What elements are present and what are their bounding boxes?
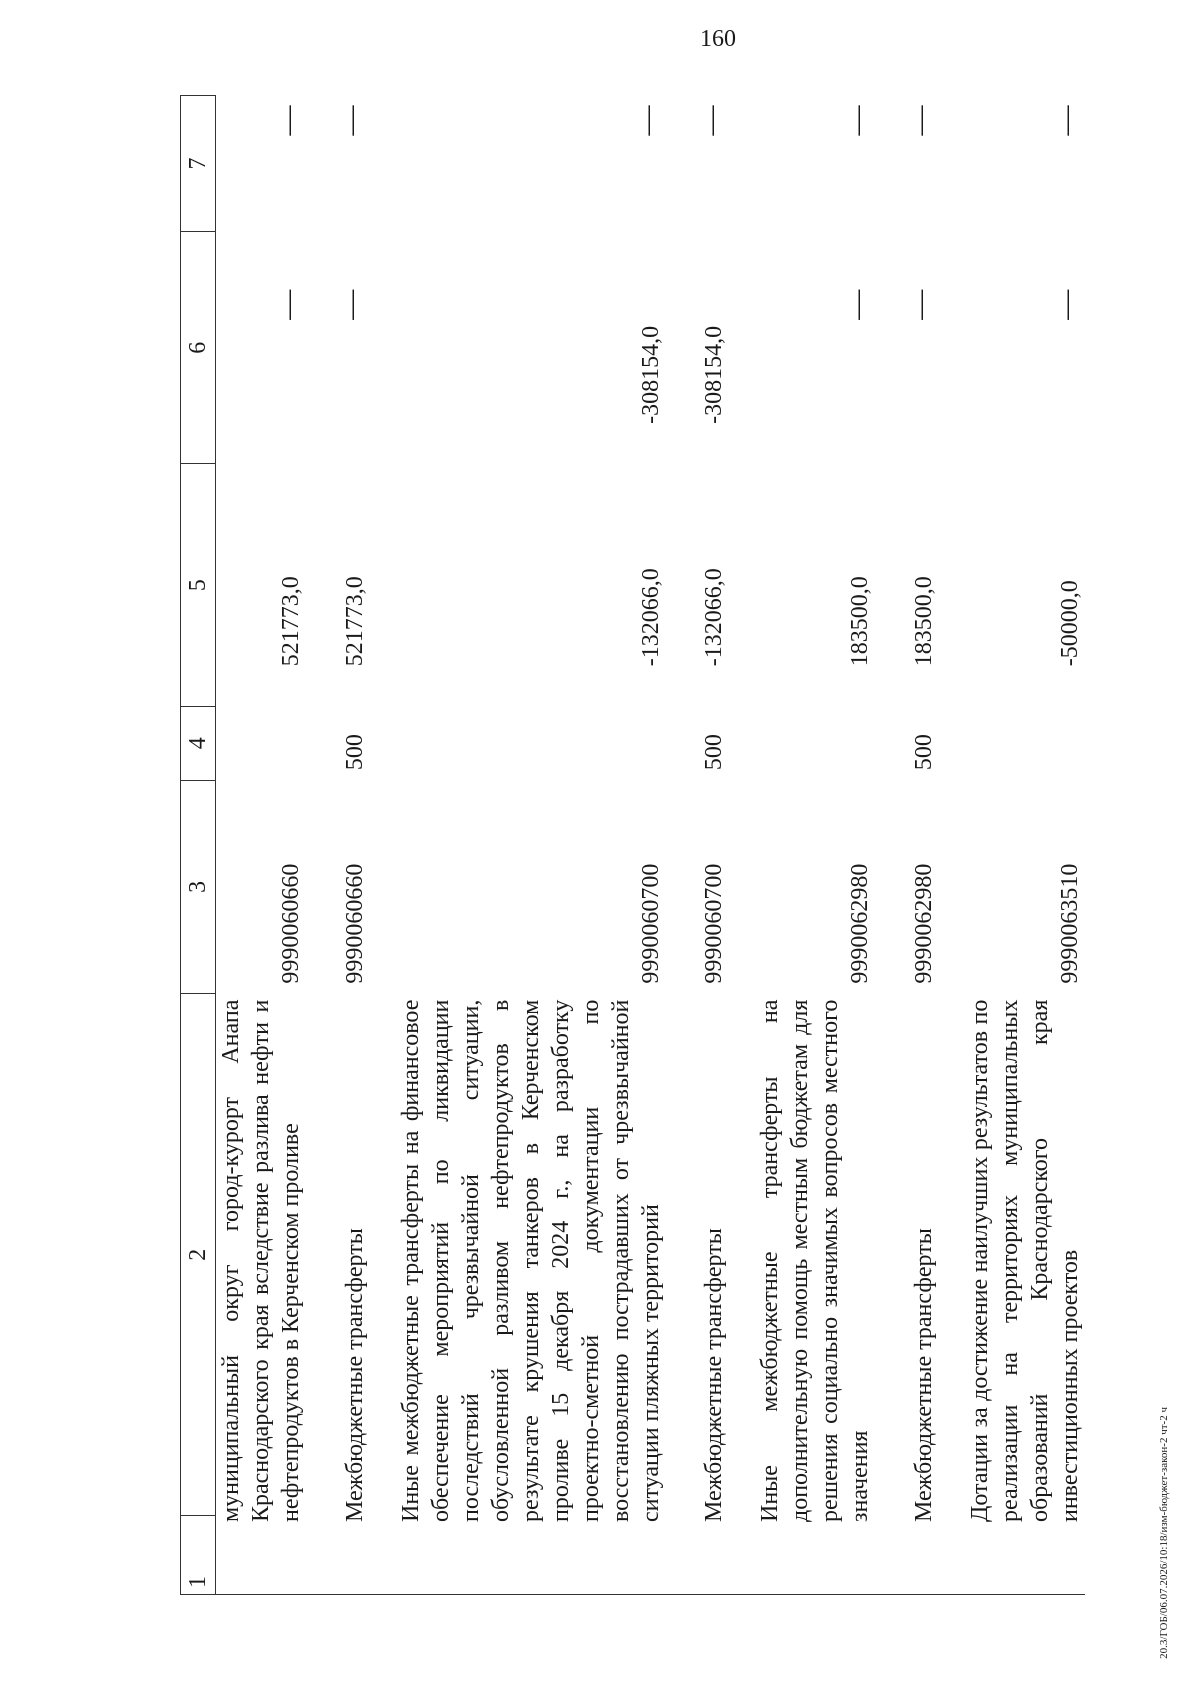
table-row [755,96,875,1595]
row-col5: 521773,0 [278,576,304,667]
row-col7: — [839,105,873,136]
row-col7: — [630,105,663,136]
footer-code: 20.3/ГОБ/06.07.2026/10:18/изм-бюджет-закон-2 чт-2 ч [1158,1407,1170,1659]
row-col6: -308154,0 [701,325,727,424]
row-code: 9990062980 [910,863,937,984]
row-description: Иные межбюджетные трансферты на финансовое обеспечение мероприятий по ликвидации последствий чрезвычайной ситуации, обусловленной разливом нефтепродуктов в результате крушения танкеров в Керченском проливе 15 декабря 2024 г., на разработку проектно-сметной документации по восстановлению пострадавших от чрезвычайной ситуации пляжных территорий [396,994,666,1595]
row-code: 9990062980 [847,863,873,984]
row-description: Межбюджетные трансферты [901,994,939,1595]
row-col5: -50000,0 [1056,580,1083,667]
row-col6: — [270,289,304,320]
row-code: 9990060660 [341,863,368,984]
row-col6: — [334,289,367,320]
row-type: 500 [341,734,368,771]
row-code: 9990060700 [701,863,727,984]
row-col5: 183500,0 [847,576,873,667]
budget-table [180,95,1085,1595]
header-col-2: 2 [181,994,216,1516]
row-code: 9990063510 [1056,863,1083,984]
row-col6: — [1049,289,1082,320]
header-col-3: 3 [181,780,216,994]
row-col7: — [270,105,304,136]
row-col7: — [1049,105,1082,136]
header-col-7: 7 [181,96,216,232]
row-type: 500 [701,734,727,771]
row-description: Дотации за достижение наилучших результатов по реализации на территориях муниципальных образований Краснодарского края инвестиционных проектов [965,994,1085,1595]
row-col7: — [693,105,727,136]
row-type [396,706,666,780]
row-col7: — [903,105,936,136]
table-container [180,95,1180,1595]
row-col6: -308154,0 [637,325,664,424]
table-row [692,96,730,1595]
row-col6: — [903,289,936,320]
row-description: Иные межбюджетные трансферты на дополнительную помощь местным бюджетам для решения социально значимых вопросов местного значения [755,994,875,1595]
row-description: муниципальный округ город-курорт Анапа Краснодарского края вследствие разлива нефти и нефтепродуктов в Керченском проливе [216,994,307,1595]
table-row [216,96,307,1595]
table-row [901,96,939,1595]
row-description: Межбюджетные трансферты [332,994,370,1595]
row-code: 9990060660 [278,863,304,984]
table-row [332,96,370,1595]
header-col-4: 4 [181,706,216,780]
header-col-6: 6 [181,231,216,463]
row-description: Межбюджетные трансферты [692,994,730,1595]
row-col6: — [839,289,873,320]
table-row [965,96,1085,1595]
header-row [181,96,216,1595]
row-col5: -132066,0 [637,568,664,667]
row-col5: -132066,0 [701,568,727,667]
row-type: 500 [910,734,937,771]
page-number: 160 [700,26,736,52]
header-col-1: 1 [181,1516,216,1595]
header-col-5: 5 [181,464,216,706]
row-type [216,706,307,780]
row-col7: — [334,105,367,136]
row-type [755,706,875,780]
row-code: 9990060700 [637,863,664,984]
table-row [396,96,666,1595]
row-type [965,706,1085,780]
row-col5: 521773,0 [341,576,368,667]
row-col5: 183500,0 [910,576,937,667]
